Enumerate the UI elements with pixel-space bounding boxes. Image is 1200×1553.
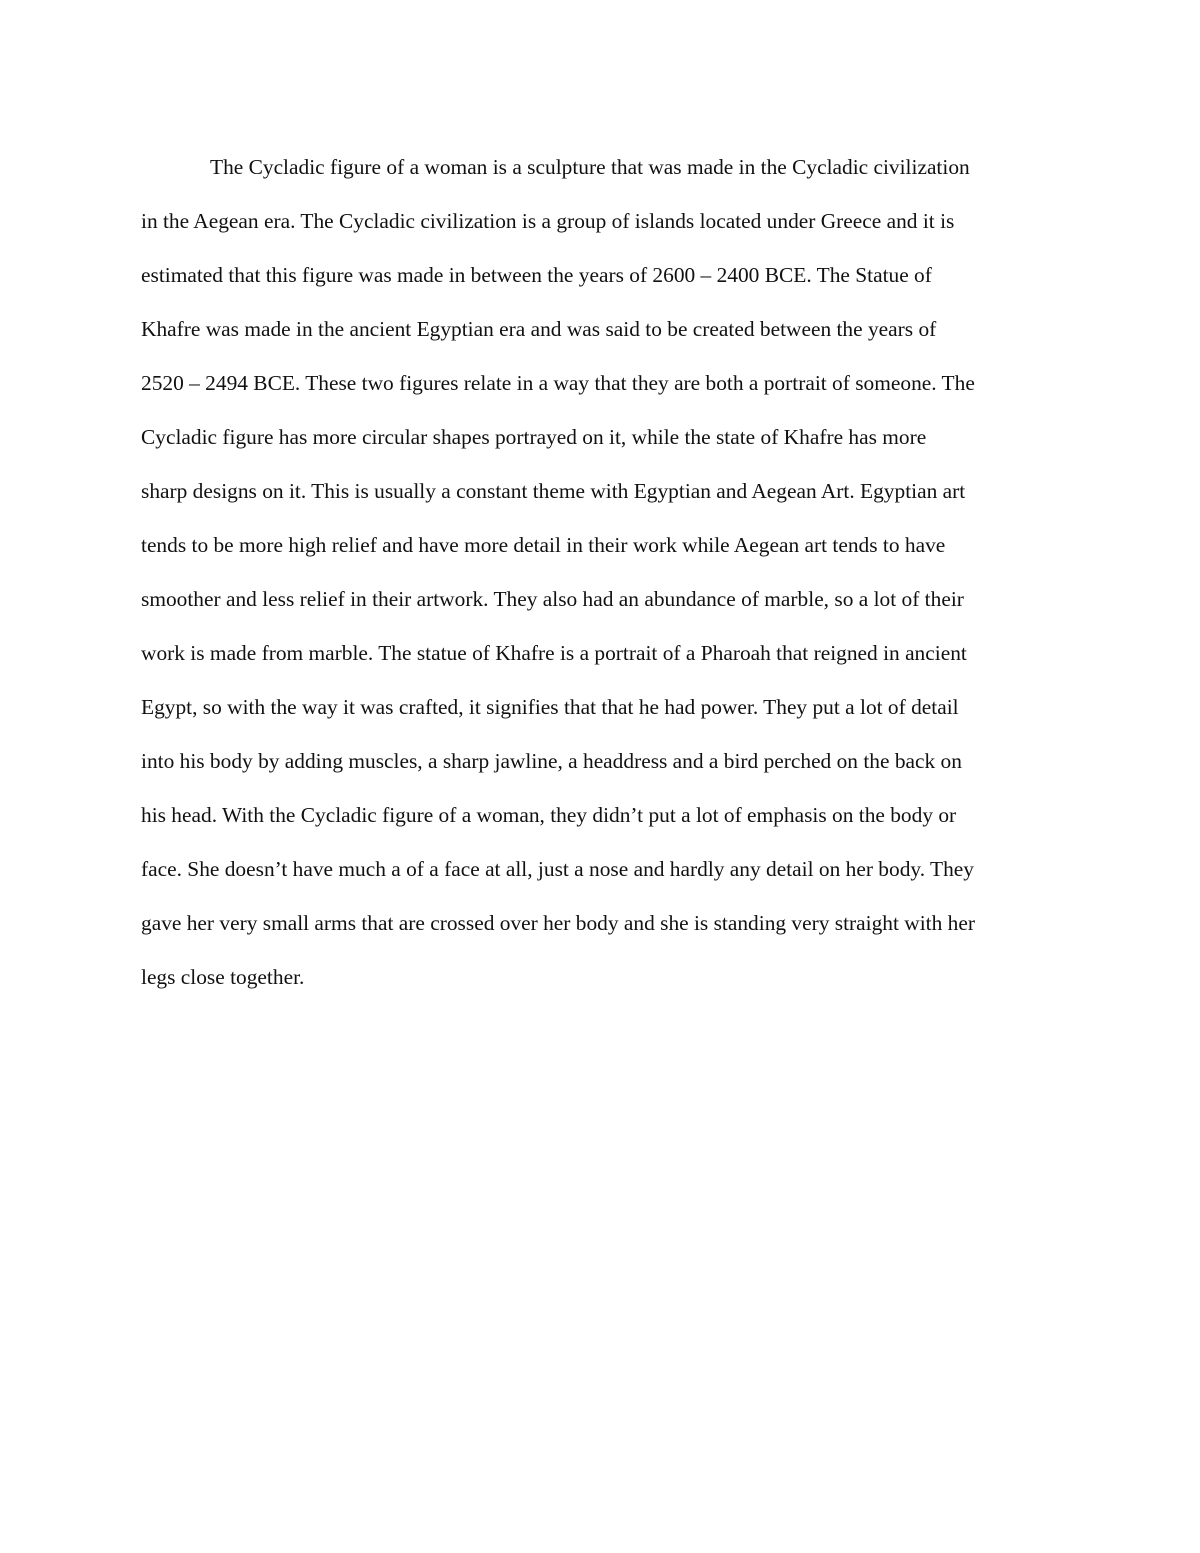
paragraph-line: face. She doesn’t have much a of a face at all, just a nose and hardly any detail on her body. They	[141, 857, 974, 881]
paragraph-line: 2520 – 2494 BCE. These two figures relate in a way that they are both a portrait of someone. The	[141, 371, 975, 395]
paragraph-line: Khafre was made in the ancient Egyptian era and was said to be created between the years of	[141, 317, 937, 341]
paragraph-line: sharp designs on it. This is usually a constant theme with Egyptian and Aegean Art. Egyptian art	[141, 479, 966, 503]
paragraph-line: in the Aegean era. The Cycladic civilization is a group of islands located under Greece and it is	[141, 209, 955, 233]
paragraph-line: tends to be more high relief and have more detail in their work while Aegean art tends to have	[141, 533, 946, 557]
paragraph-line: Egypt, so with the way it was crafted, it signifies that that he had power. They put a lot of detail	[141, 695, 959, 719]
paragraph-line: The Cycladic figure of a woman is a sculpture that was made in the Cycladic civilization	[210, 155, 970, 179]
paragraph-line: legs close together.	[141, 965, 305, 989]
paragraph-line: his head. With the Cycladic figure of a woman, they didn’t put a lot of emphasis on the body or	[141, 803, 957, 827]
paragraph-line: into his body by adding muscles, a sharp jawline, a headdress and a bird perched on the back on	[141, 749, 962, 773]
essay-paragraph	[141, 140, 1071, 1004]
paragraph-line: smoother and less relief in their artwork. They also had an abundance of marble, so a lot of their	[141, 587, 964, 611]
paragraph-line: estimated that this figure was made in between the years of 2600 – 2400 BCE. The Statue of	[141, 263, 932, 287]
paragraph-line: gave her very small arms that are crossed over her body and she is standing very straight with her	[141, 911, 975, 935]
paragraph-line: Cycladic figure has more circular shapes portrayed on it, while the state of Khafre has more	[141, 425, 927, 449]
paragraph-line: work is made from marble. The statue of Khafre is a portrait of a Pharoah that reigned in ancient	[141, 641, 967, 665]
